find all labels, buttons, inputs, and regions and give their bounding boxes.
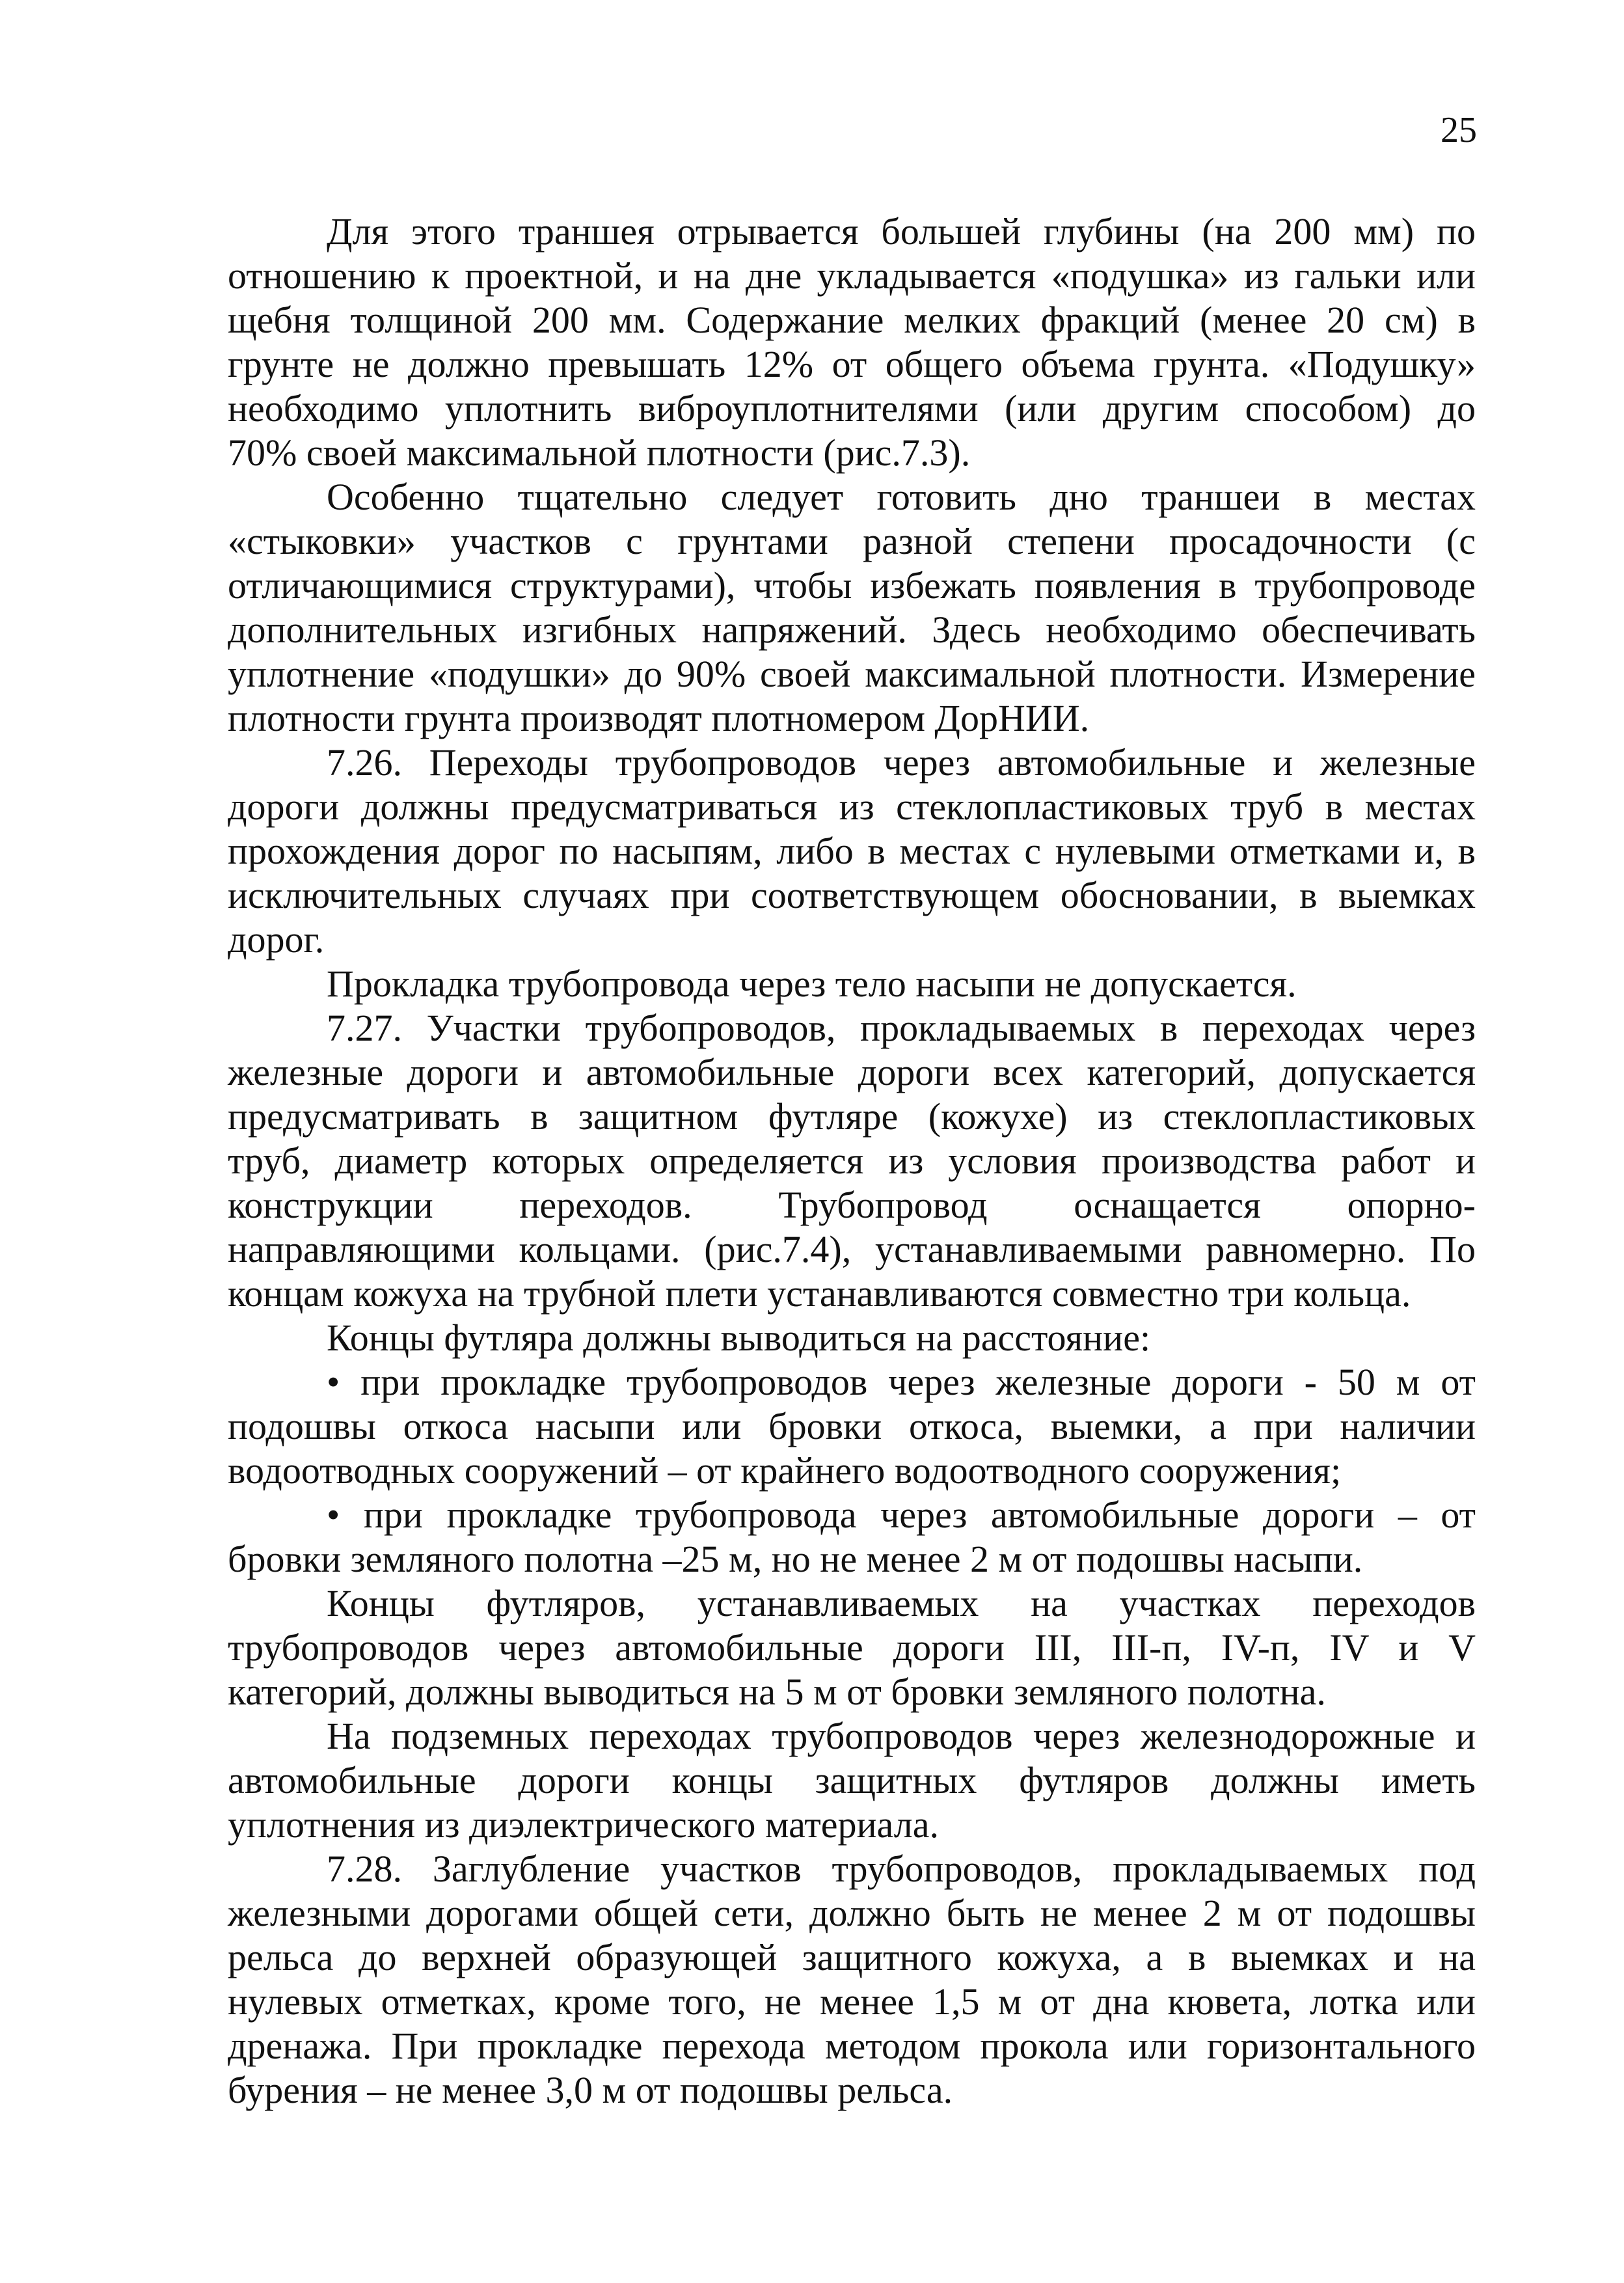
text-line: направляющими кольцами. (рис.7.4), устанавливаемыми равномерно. По	[228, 1228, 1476, 1270]
text-line: дорог.	[228, 918, 325, 961]
text-line: • при прокладке трубопровода через автомобильные дороги – от	[327, 1494, 1476, 1536]
text-line: нулевых отметках, кроме того, не менее 1,5 м от дна кювета, лотка или	[228, 1980, 1476, 2023]
text-line: подошвы откоса насыпи или бровки откоса, выемки, а при наличии	[228, 1405, 1476, 1447]
text-line: 7.28. Заглубление участков трубопроводов, прокладываемых под	[327, 1848, 1476, 1890]
paragraph	[228, 210, 1476, 475]
text-line: бурения – не менее 3,0 м от подошвы рельса.	[228, 2069, 953, 2111]
paragraph	[228, 962, 1476, 1006]
paragraph	[228, 741, 1476, 962]
text-line: отношению к проектной, и на дне укладывается «подушка» из гальки или	[228, 254, 1476, 297]
text-line: На подземных переходах трубопроводов через железнодорожные и	[327, 1715, 1476, 1757]
text-line: железными дорогами общей сети, должно быть не менее 2 м от подошвы	[228, 1892, 1476, 1934]
paragraph	[228, 1360, 1476, 1493]
text-line: • при прокладке трубопроводов через железные дороги - 50 м от	[327, 1361, 1476, 1403]
text-line: дренажа. При прокладке перехода методом прокола или горизонтального	[228, 2025, 1476, 2067]
document-body	[228, 210, 1476, 2112]
text-line: 7.26. Переходы трубопроводов через автомобильные и железные	[327, 741, 1476, 784]
text-line: Концы футляра должны выводиться на расстояние:	[327, 1317, 1151, 1359]
text-line: Для этого траншея отрывается большей глубины (на 200 мм) по	[327, 210, 1476, 253]
text-line: грунте не должно превышать 12% от общего объема грунта. «Подушку»	[228, 343, 1476, 385]
paragraph	[228, 1006, 1476, 1316]
text-line: плотности грунта производят плотномером ДорНИИ.	[228, 697, 1090, 739]
paragraph	[228, 1316, 1476, 1360]
paragraph	[228, 1493, 1476, 1581]
text-line: 7.27. Участки трубопроводов, прокладываемых в переходах через	[327, 1007, 1476, 1049]
text-line: категорий, должны выводиться на 5 м от бровки земляного полотна.	[228, 1671, 1326, 1713]
text-line: «стыковки» участков с грунтами разной степени просадочности (с	[228, 520, 1476, 562]
text-line: труб, диаметр которых определяется из условия производства работ и	[228, 1140, 1476, 1182]
text-line: необходимо уплотнить виброуплотнителями (или другим способом) до	[228, 387, 1476, 430]
text-line: автомобильные дороги концы защитных футляров должны иметь	[228, 1759, 1476, 1801]
text-line: 70% своей максимальной плотности (рис.7.3).	[228, 431, 971, 474]
paragraph	[228, 1847, 1476, 2112]
text-line: уплотнения из диэлектрического материала.	[228, 1803, 939, 1846]
text-line: Особенно тщательно следует готовить дно траншеи в местах	[327, 476, 1476, 518]
paragraph	[228, 1714, 1476, 1847]
text-line: предусматривать в защитном футляре (кожухе) из стеклопластиковых	[228, 1095, 1476, 1138]
text-line: исключительных случаях при соответствующем обосновании, в выемках	[228, 874, 1476, 916]
text-line: водоотводных сооружений – от крайнего водоотводного сооружения;	[228, 1449, 1342, 1492]
text-line: железные дороги и автомобильные дороги всех категорий, допускается	[228, 1051, 1476, 1093]
paragraph	[228, 475, 1476, 741]
text-line: рельса до верхней образующей защитного кожуха, а в выемках и на	[228, 1936, 1476, 1978]
text-line: дороги должны предусматриваться из стеклопластиковых труб в местах	[228, 786, 1476, 828]
text-line: концам кожуха на трубной плети устанавливаются совместно три кольца.	[228, 1272, 1411, 1315]
text-line: бровки земляного полотна –25 м, но не менее 2 м от подошвы насыпи.	[228, 1538, 1363, 1580]
text-line: отличающимися структурами), чтобы избежать появления в трубопроводе	[228, 564, 1476, 607]
text-line: щебня толщиной 200 мм. Содержание мелких фракций (менее 20 см) в	[228, 299, 1476, 341]
page-number: 25	[1441, 110, 1477, 150]
text-line: трубопроводов через автомобильные дороги III, III-п, IV-п, IV и V	[228, 1626, 1476, 1669]
text-line: Прокладка трубопровода через тело насыпи не допускается.	[327, 963, 1297, 1005]
paragraph	[228, 1581, 1476, 1714]
text-line: конструкции переходов. Трубопровод оснащается опорно-	[228, 1184, 1476, 1226]
text-line: дополнительных изгибных напряжений. Здесь необходимо обеспечивать	[228, 608, 1476, 651]
text-line: уплотнение «подушки» до 90% своей максимальной плотности. Измерение	[228, 653, 1476, 695]
text-line: прохождения дорог по насыпям, либо в местах с нулевыми отметками и, в	[228, 830, 1476, 872]
text-line: Концы футляров, устанавливаемых на участках переходов	[327, 1582, 1476, 1624]
